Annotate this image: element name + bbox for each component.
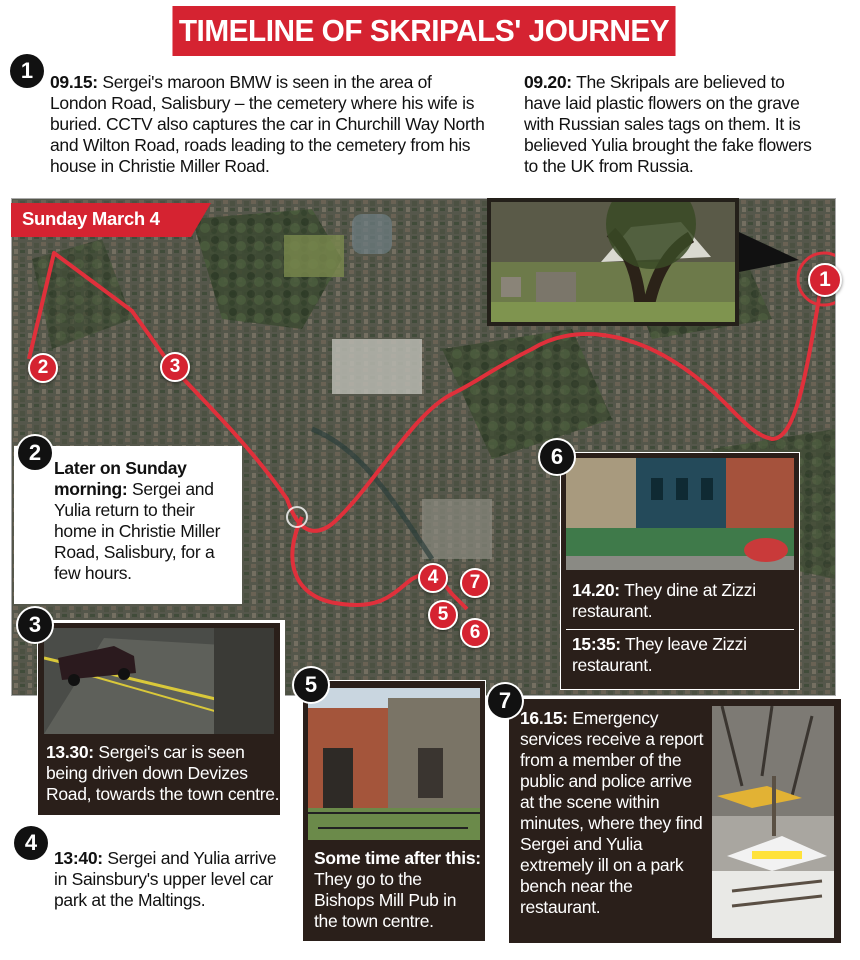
- event-7-time: 16.15:: [520, 708, 568, 728]
- event-3-desc: Sergei's car is seen being driven down Devizes Road, towards the town centre.: [46, 742, 280, 804]
- map-marker-4: 4: [418, 563, 448, 593]
- step-1-badge: 1: [10, 54, 44, 88]
- page-title: TIMELINE OF SKRIPALS' JOURNEY: [172, 6, 675, 56]
- event-1-time: 09.15:: [50, 72, 98, 92]
- map-marker-5: 5: [428, 600, 458, 630]
- event-6-time: 14.20:: [572, 580, 620, 600]
- event-1b-text: [524, 72, 824, 177]
- event-6b-text: [572, 634, 794, 676]
- map-marker-7: 7: [460, 568, 490, 598]
- event-1b-desc: The Skripals are believed to have laid plastic flowers on the grave with Russian sales tags on them. It is believed Yulia brought the fake flowers to the UK from Russia.: [524, 72, 812, 176]
- event-2-desc: Sergei and Yulia return to their home in Christie Miller Road, Salisbury, for a few hours.: [54, 479, 221, 583]
- step-2-badge: 2: [18, 436, 52, 470]
- photo-grave-frame: [487, 198, 739, 326]
- event-3-text: [46, 742, 282, 805]
- day-label: Sunday March 4: [22, 208, 160, 229]
- photo-grave: [491, 202, 735, 322]
- photo-bench: [712, 706, 834, 938]
- event-2-text: [54, 458, 234, 584]
- event-4-time: 13:40:: [54, 848, 103, 868]
- event-1-desc: Sergei's maroon BMW is seen in the area of London Road, Salisbury – the cemetery where his wife is buried. CCTV also captures the car in Churchill Way North and Wilton Road, roads leading to the cemetery from his house in Christie Miller Road.: [50, 72, 485, 176]
- photo-zizzi: [566, 458, 794, 570]
- step-6-badge: 6: [540, 440, 574, 474]
- photo-road: [44, 628, 274, 734]
- event-3-time: 13.30:: [46, 742, 94, 762]
- event-6-divider: [566, 629, 794, 630]
- map-marker-6: 6: [460, 618, 490, 648]
- step-7-badge: 7: [488, 684, 522, 718]
- event-6b-desc: They leave Zizzi restaurant.: [572, 634, 747, 675]
- callout-pointer: [739, 232, 799, 272]
- event-5-text: [314, 848, 484, 932]
- event-5-time: Some time after this:: [314, 848, 481, 868]
- photo-restaurant: [566, 458, 794, 570]
- event-7-desc: Emergency services receive a report from a member of the public and police arrive at the scene within minutes, where they find Sergei and Yulia extremely ill on a park bench near the restaurant.: [520, 708, 704, 917]
- photo-park-bench: [712, 706, 834, 938]
- event-2-time: Later on Sunday morning:: [54, 458, 187, 499]
- event-1-text: [50, 72, 490, 177]
- event-7-text: [520, 708, 708, 918]
- map-marker-3: 3: [160, 352, 190, 382]
- event-4-desc: Sergei and Yulia arrive in Sainsbury's upper level car park at the Maltings.: [54, 848, 277, 910]
- map-marker-1: 1: [808, 263, 842, 297]
- event-1b-time: 09.20:: [524, 72, 572, 92]
- step-3-badge: 3: [18, 608, 52, 642]
- map-marker-2: 2: [28, 353, 58, 383]
- photo-bishops-mill: [308, 688, 480, 840]
- step-5-badge: 5: [294, 668, 328, 702]
- event-4-text: [54, 848, 278, 911]
- event-5-desc: They go to the Bishops Mill Pub in the town centre.: [314, 869, 457, 931]
- photo-pub: [308, 688, 480, 840]
- step-4-badge: 4: [14, 826, 48, 860]
- photo-devizes-road: [44, 628, 274, 734]
- event-6-text: [572, 580, 794, 622]
- event-6-desc: They dine at Zizzi restaurant.: [572, 580, 756, 621]
- event-6b-time: 15:35:: [572, 634, 621, 654]
